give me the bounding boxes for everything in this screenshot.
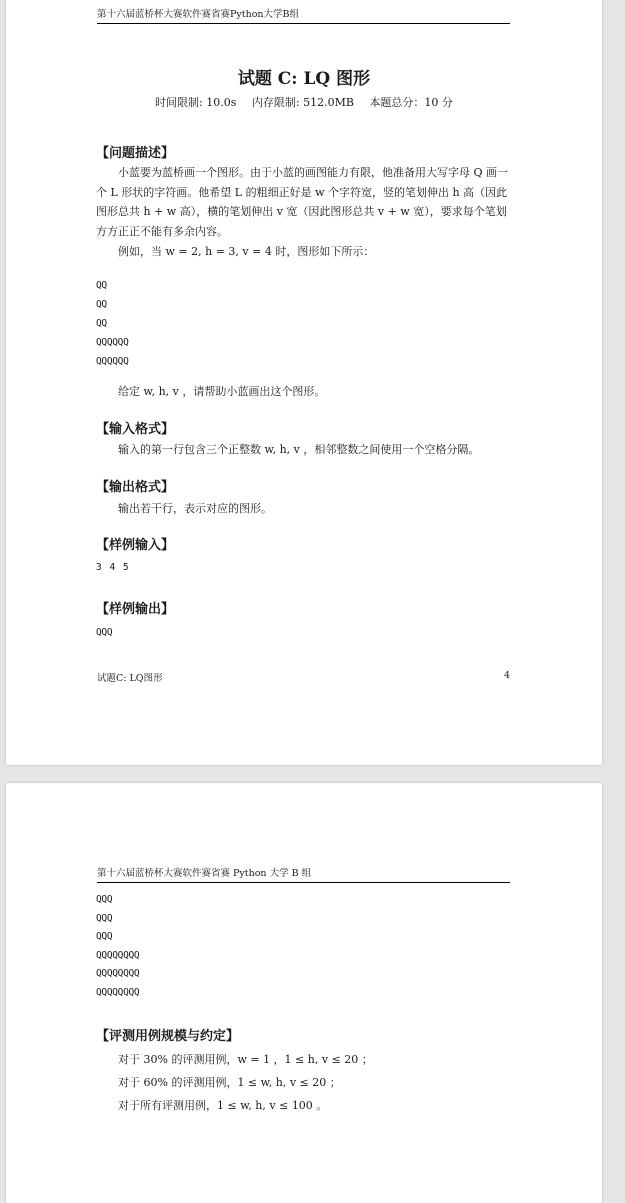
document-page-2 (6, 783, 602, 1203)
sample-output-continued (96, 891, 139, 1002)
time-limit: 时间限制: 10.0s (155, 96, 237, 109)
scale-list (118, 1048, 508, 1117)
description-text: 小蓝要为蓝桥画一个图形。由于小蓝的画图能力有限，他准备用大写字母 Q 画一个 L 形状的字符画。他希望 L 的粗细正好是 w 个字符宽，竖的笔划伸出 h 高（因此图形总共 h + w 高），横的笔划伸出 v 宽（因此图形总共 v + w 宽），要求每个笔划方方正正不能有多余内容。 (96, 166, 509, 238)
section-title-scale: 【评测用例规模与约定】 (96, 1029, 240, 1044)
limits-line (6, 94, 602, 110)
example-line: QQ (96, 299, 107, 310)
running-header: 第十六届蓝桥杯大赛软件赛省赛Python大学B组 (97, 9, 510, 24)
sample-output-line: QQQQQQQQ (96, 949, 140, 961)
example-text: 例如，当 w = 2, h = 3, v = 4 时，图形如下所示： (118, 245, 375, 258)
sample-output-line: QQQQQQQQ (96, 968, 140, 979)
running-header: 第十六届蓝桥杯大赛软件赛省赛 Python 大学 B 组 (97, 868, 510, 883)
task-text: 给定 w, h, v ，请帮助小蓝画出这个图形。 (118, 385, 326, 398)
page-number: 4 (504, 670, 511, 681)
total-score: 本题总分：10 分 (369, 96, 453, 109)
input-format-text: 输入的第一行包含三个正整数 w, h, v ，相邻整数之间使用一个空格分隔。 (118, 443, 480, 456)
example-line: QQ (96, 280, 107, 291)
footer-title: 试题C: LQ图形 (97, 673, 163, 684)
sample-output-line: QQQ (96, 931, 113, 942)
memory-limit: 内存限制: 512.0MB (251, 96, 354, 109)
sample-output-line: QQQ (96, 627, 113, 638)
sample-input (96, 558, 130, 577)
sample-output-line: QQQ (96, 894, 113, 905)
section-title-sample-output: 【样例输出】 (96, 602, 175, 617)
sample-input-line: 3 4 5 (96, 562, 130, 573)
section-title-description: 【问题描述】 (96, 146, 175, 161)
sample-output-line: QQQQQQQQ (96, 986, 140, 998)
output-format-text: 输出若干行，表示对应的图形。 (118, 502, 272, 515)
section-title-output: 【输出格式】 (96, 480, 175, 495)
section-title-input: 【输入格式】 (96, 422, 175, 437)
section-title-sample-input: 【样例输入】 (96, 538, 175, 553)
scale-line: 对于 30% 的评测用例，w = 1 ，1 ≤ h, v ≤ 20 ； (118, 1053, 373, 1066)
example-line: QQ (96, 318, 107, 329)
sample-output (96, 623, 112, 642)
document-page-1 (6, 0, 602, 765)
example-line: QQQQQQ (96, 337, 129, 348)
example-line: QQQQQQ (96, 356, 129, 367)
example-figure (96, 276, 129, 371)
problem-title: 试题 C: LQ 图形 (237, 69, 371, 89)
scale-line: 对于所有评测用例，1 ≤ w, h, v ≤ 100 。 (118, 1099, 328, 1112)
sample-output-line: QQQ (96, 912, 113, 924)
scale-line: 对于 60% 的评测用例，1 ≤ w, h, v ≤ 20 ； (118, 1076, 341, 1089)
